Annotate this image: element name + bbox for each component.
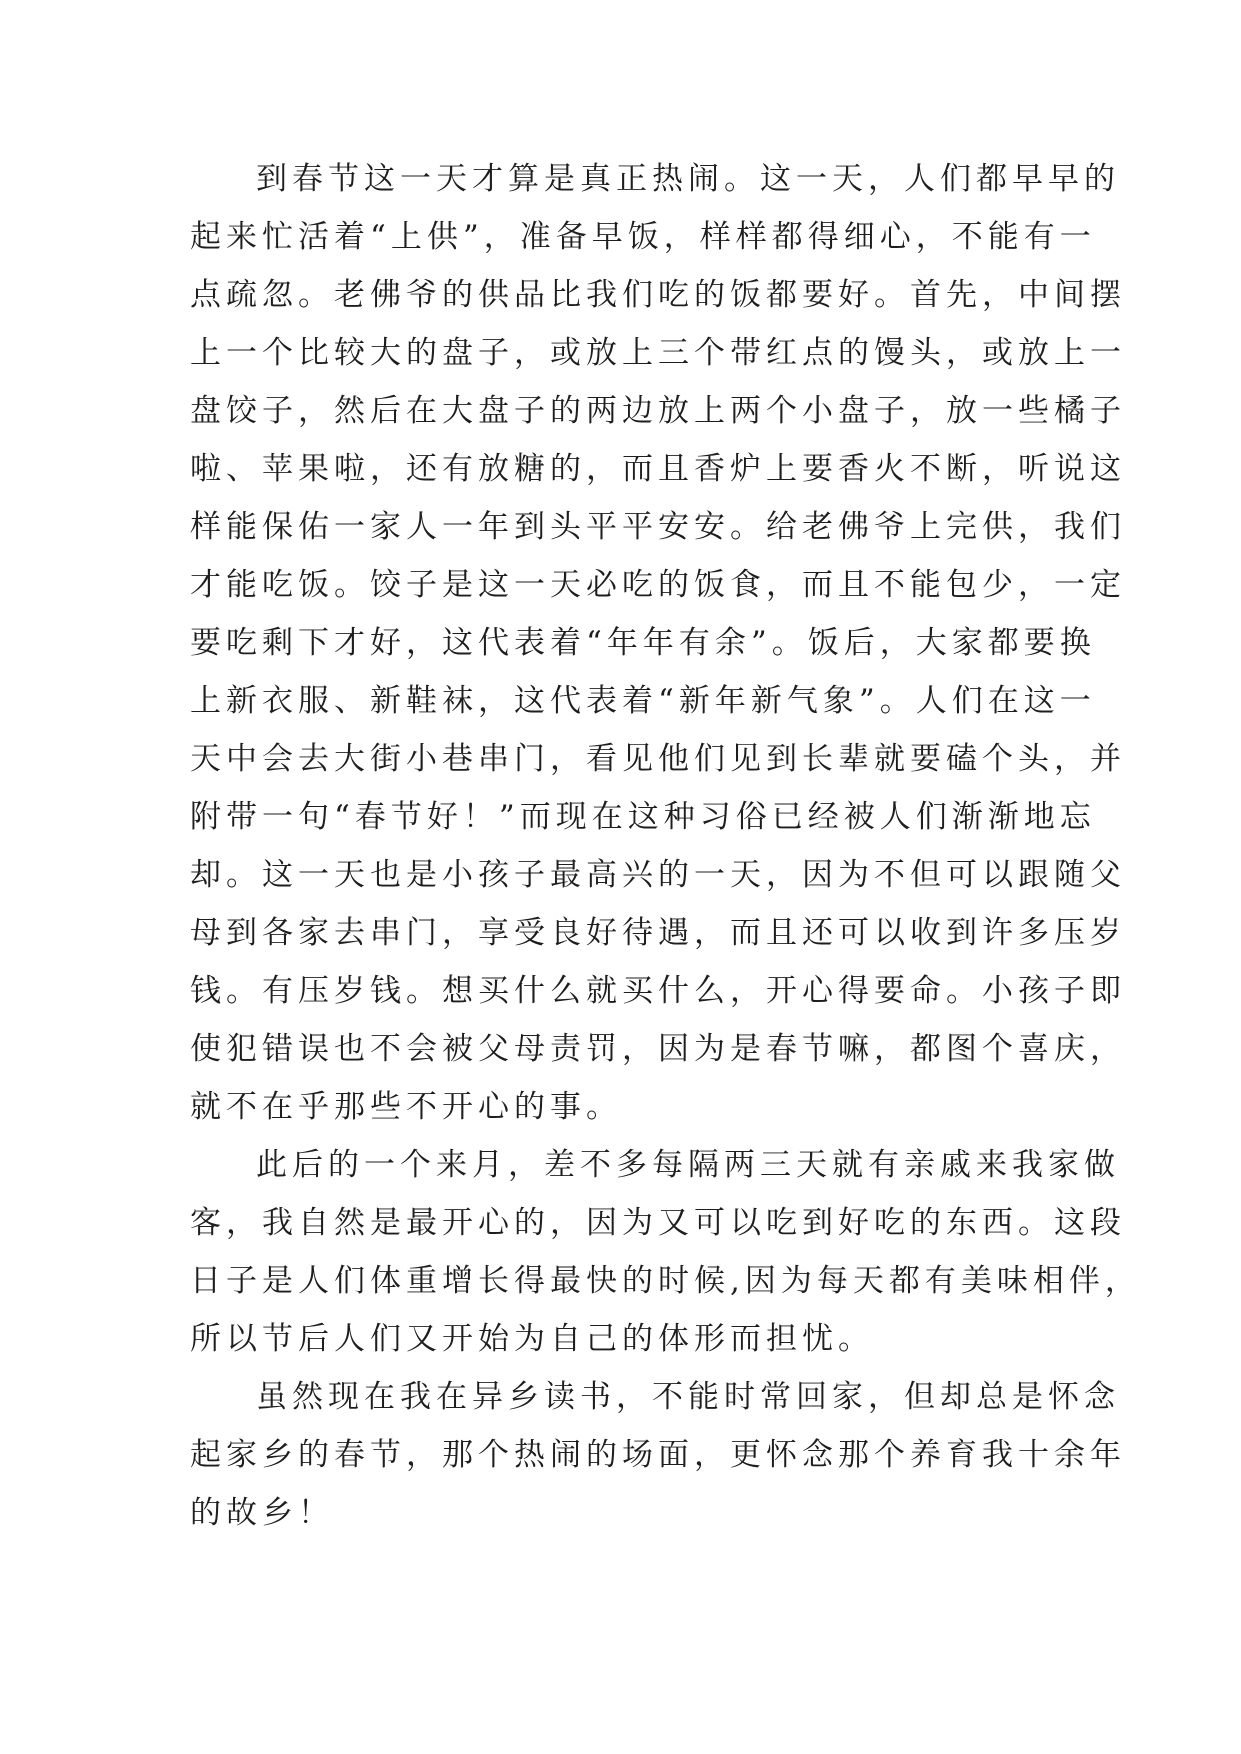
paragraph-3 [190,1368,1126,1542]
text-line: 钱。有压岁钱。想买什么就买什么，开心得要命。小孩子即 [190,973,1126,1009]
text-line: 母到各家去串门，享受良好待遇，而且还可以收到许多压岁 [190,915,1126,951]
text-line: 附带一句“春节好！”而现在这种习俗已经被人们渐渐地忘 [190,799,1096,835]
text-line: 啦、苹果啦，还有放糖的，而且香炉上要香火不断，听说这 [190,451,1126,487]
text-line: 起家乡的春节，那个热闹的场面，更怀念那个养育我十余年 [190,1437,1126,1473]
text-line: 要吃剩下才好，这代表着“年年有余”。饭后，大家都要换 [190,625,1096,661]
text-line: 日子是人们体重增长得最快的时候,因为每天都有美味相伴， [190,1263,1141,1299]
text-line: 客，我自然是最开心的，因为又可以吃到好吃的东西。这段 [190,1205,1126,1241]
text-line: 起来忙活着“上供”，准备早饭，样样都得细心，不能有一 [190,219,1096,255]
paragraph-2 [190,1136,1141,1368]
text-line: 上新衣服、新鞋袜，这代表着“新年新气象”。人们在这一 [190,683,1096,719]
text-line: 盘饺子，然后在大盘子的两边放上两个小盘子，放一些橘子 [190,393,1126,429]
text-line: 使犯错误也不会被父母责罚，因为是春节嘛，都图个喜庆， [190,1031,1126,1067]
text-line: 点疏忽。老佛爷的供品比我们吃的饭都要好。首先，中间摆 [190,277,1126,313]
text-line: 所以节后人们又开始为自己的体形而担忧。 [190,1321,874,1357]
text-line: 天中会去大街小巷串门，看见他们见到长辈就要磕个头，并 [190,741,1126,777]
text-line: 上一个比较大的盘子，或放上三个带红点的馒头，或放上一 [190,335,1126,371]
text-line: 此后的一个来月，差不多每隔两三天就有亲戚来我家做 [256,1147,1120,1183]
text-line: 才能吃饭。饺子是这一天必吃的饭食，而且不能包少，一定 [190,567,1126,603]
paragraph-1 [190,150,1126,1136]
text-line: 虽然现在我在异乡读书，不能时常回家，但却总是怀念 [256,1379,1120,1415]
document-body [190,150,1141,1542]
text-line: 就不在乎那些不开心的事。 [190,1089,622,1125]
text-line: 却。这一天也是小孩子最高兴的一天，因为不但可以跟随父 [190,857,1126,893]
text-line: 样能保佑一家人一年到头平平安安。给老佛爷上完供，我们 [190,509,1126,545]
text-line: 到春节这一天才算是真正热闹。这一天，人们都早早的 [256,161,1120,197]
text-line: 的故乡！ [190,1495,334,1531]
